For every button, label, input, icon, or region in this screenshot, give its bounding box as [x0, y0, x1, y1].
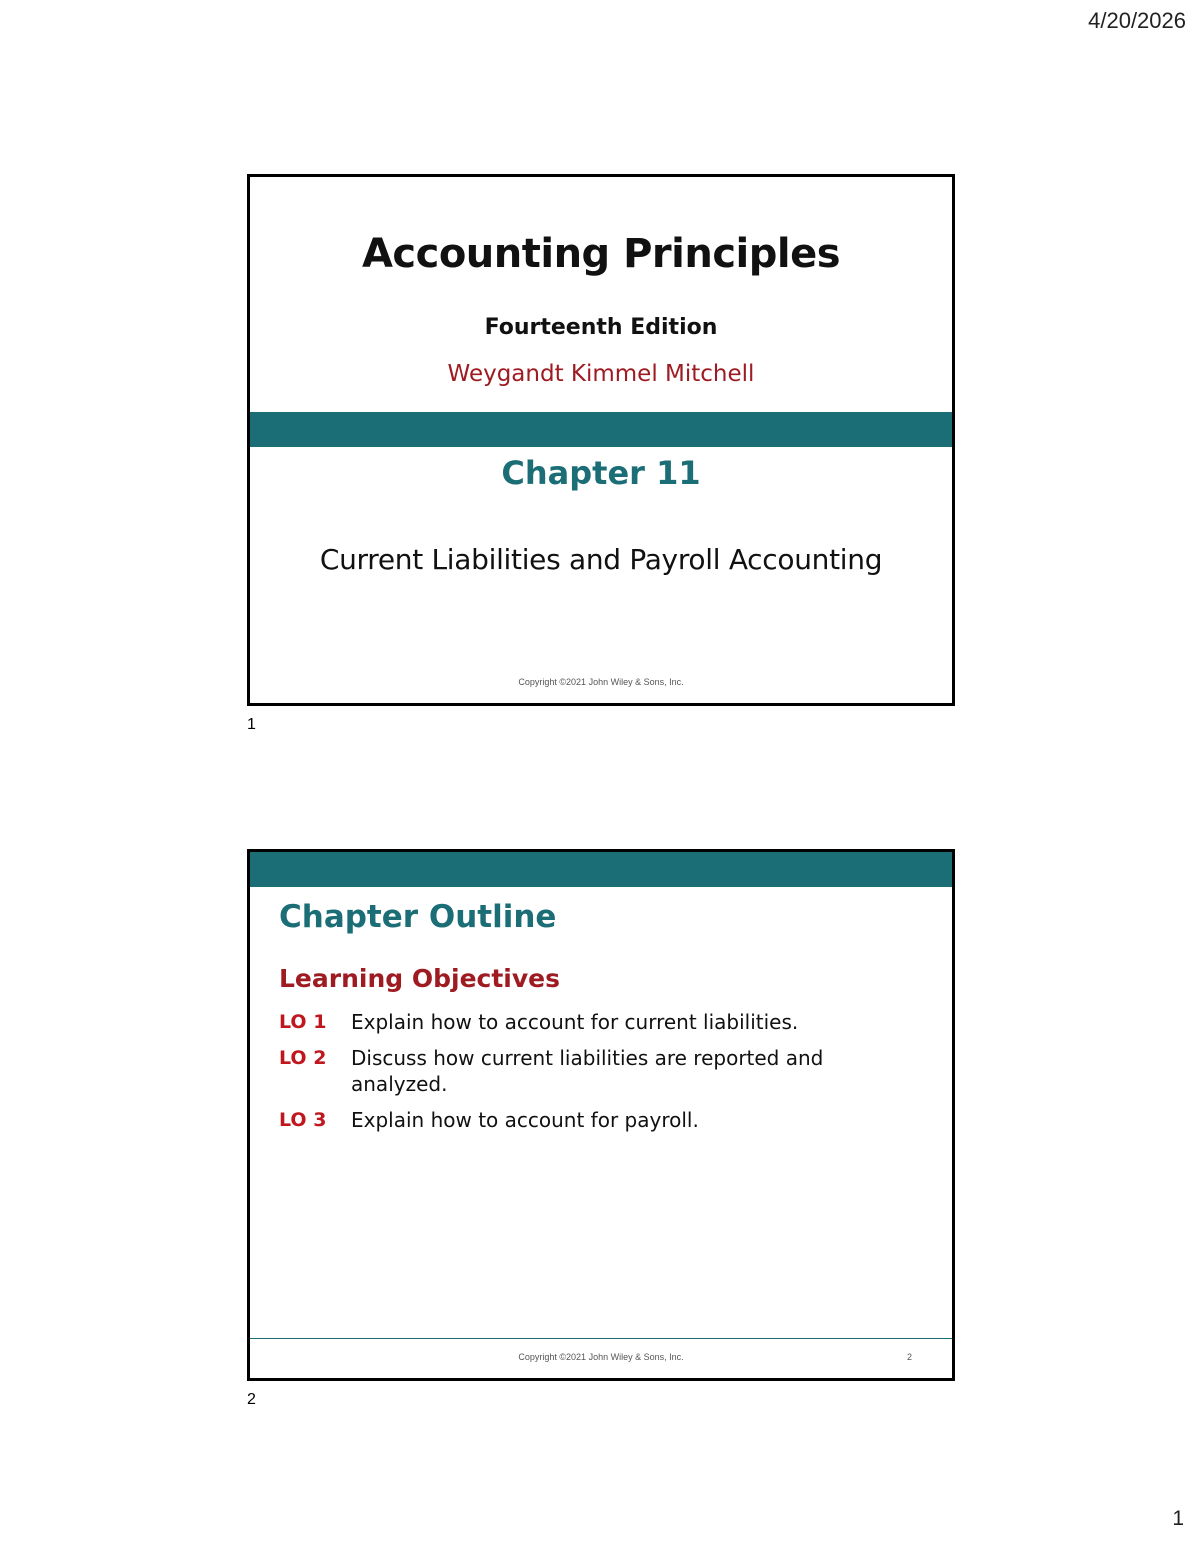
book-title: Accounting Principles	[361, 231, 841, 277]
objective-text: Explain how to account for payroll.	[351, 1108, 699, 1132]
slide-heading: Chapter Outline	[279, 899, 557, 935]
header-bar	[250, 852, 952, 887]
slide-number: 2	[247, 1391, 256, 1408]
book-authors: Weygandt Kimmel Mitchell	[447, 361, 755, 387]
slide-footer-page-number: 2	[906, 1352, 912, 1362]
objective-code: LO 2	[279, 1047, 327, 1069]
objective-code: LO 1	[279, 1011, 327, 1033]
list-item	[279, 1107, 879, 1133]
page-number: 1	[1172, 1507, 1184, 1530]
objective-code: LO 3	[279, 1109, 327, 1131]
list-item	[279, 1009, 879, 1035]
slide-2	[247, 849, 955, 1381]
chapter-number: Chapter 11	[501, 454, 701, 492]
footer-divider	[250, 1338, 952, 1339]
slide-number: 1	[247, 716, 256, 733]
slide-copyright: Copyright ©2021 John Wiley & Sons, Inc.	[518, 1352, 684, 1362]
objective-text: Discuss how current liabilities are reported and analyzed.	[351, 1046, 824, 1096]
print-date: 4/20/2026	[1088, 8, 1186, 33]
title-divider-bar	[250, 412, 952, 447]
learning-objectives-list	[279, 1009, 879, 1143]
slide-1	[247, 174, 955, 706]
book-edition: Fourteenth Edition	[484, 315, 718, 340]
chapter-title: Current Liabilities and Payroll Accounting	[319, 543, 883, 576]
learning-objectives-heading: Learning Objectives	[279, 964, 560, 993]
objective-text: Explain how to account for current liabilities.	[351, 1010, 799, 1034]
list-item	[279, 1045, 879, 1097]
slide-copyright: Copyright ©2021 John Wiley & Sons, Inc.	[518, 677, 684, 687]
